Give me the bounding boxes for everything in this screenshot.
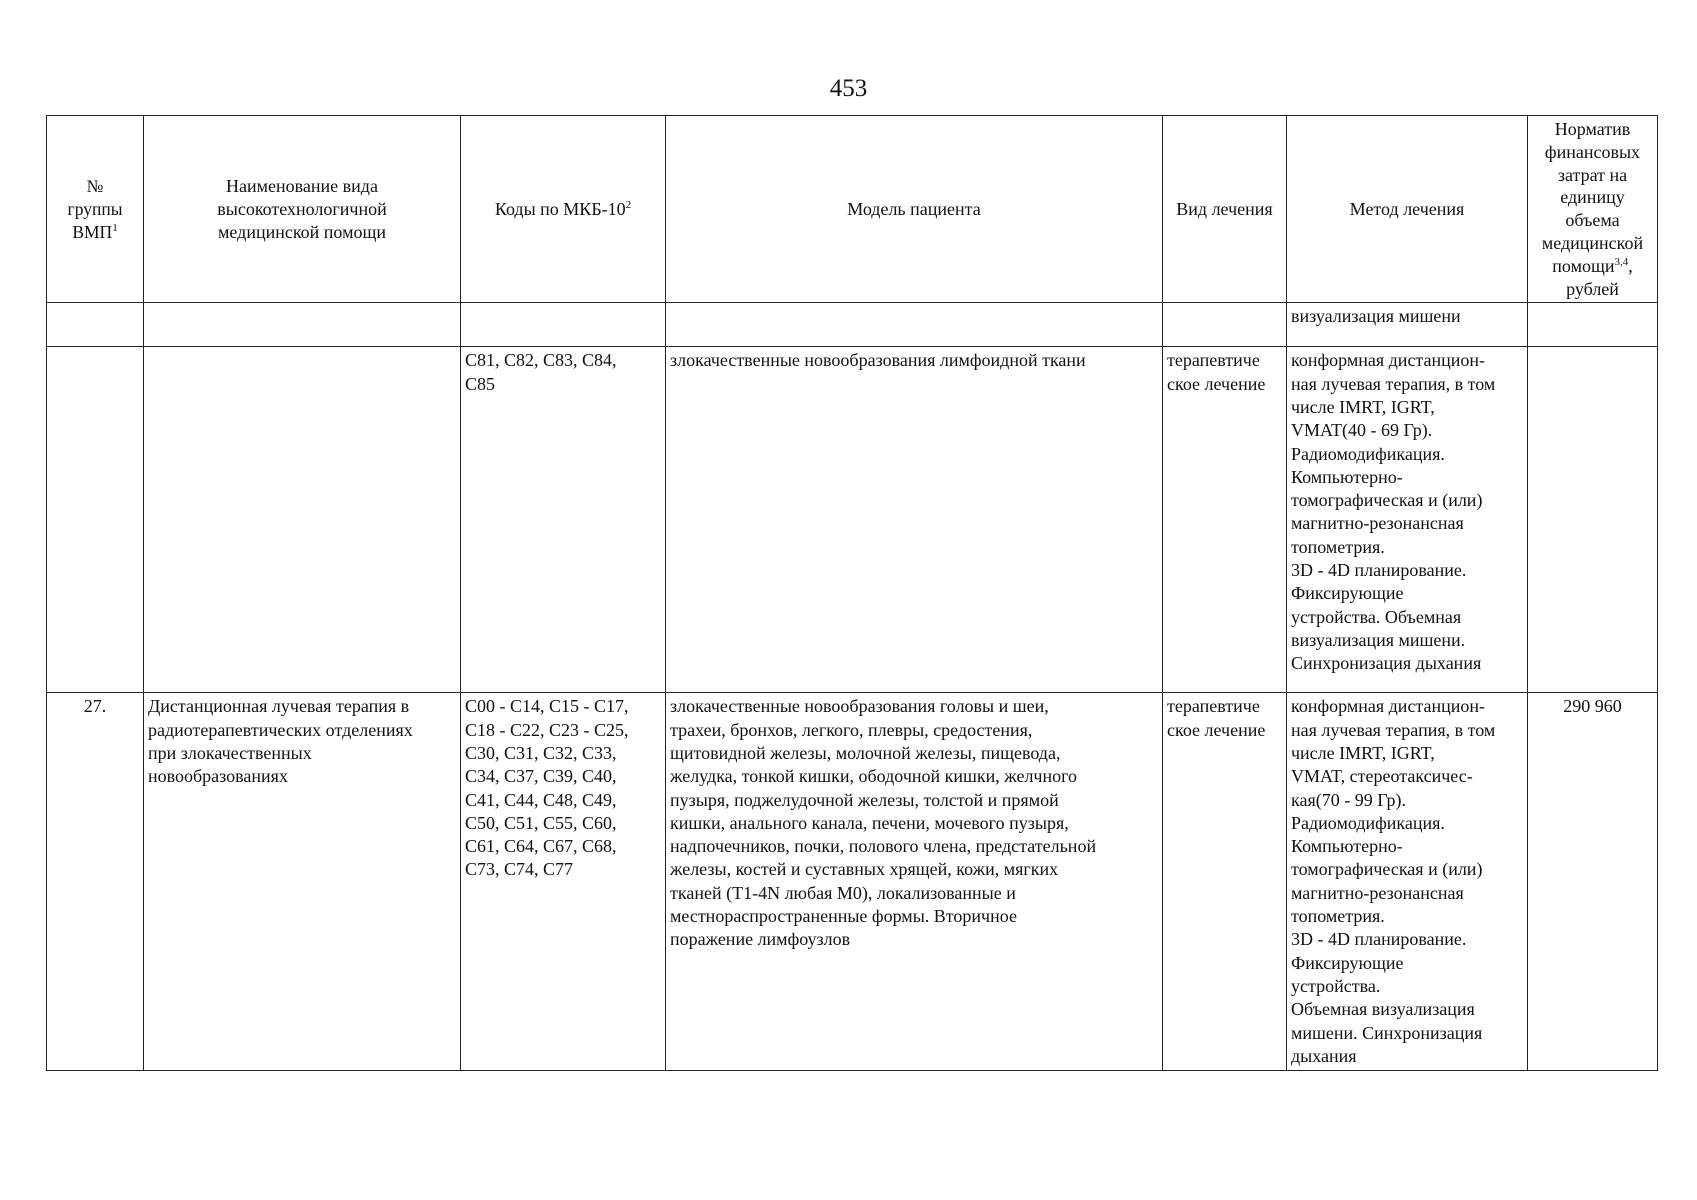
table-body <box>47 303 1658 1071</box>
cell-method-line: мишени. Синхронизация <box>1291 1022 1483 1043</box>
cell-treatment-type <box>1163 693 1287 1071</box>
cell-method-line: визуализация мишени <box>1291 306 1461 327</box>
cell-patient-model-line: тканей (T1-4N любая M0), локализованные и <box>670 882 1016 903</box>
cell-group-number <box>47 347 144 693</box>
header-group-number: № группы ВМП$^1$ <box>47 116 144 303</box>
cell-treatment-type <box>1163 303 1287 347</box>
cell-method-line: Радиомодификация. <box>1291 812 1445 833</box>
cell-icd-codes-line: C34, C37, C39, C40, <box>465 766 617 787</box>
cell-patient-model <box>666 303 1163 347</box>
cell-patient-model-line: злокачественные новообразования лимфоидной ткани <box>670 350 1086 371</box>
cell-icd-codes-line: C18 - C22, C23 - C25, <box>465 719 629 740</box>
cell-method-line: ная лучевая терапия, в том <box>1291 719 1496 740</box>
cell-name-line: при злокачественных <box>148 742 312 763</box>
cell-patient-model <box>666 347 1163 693</box>
cell-icd-codes <box>461 347 666 693</box>
cell-group-number: 27. <box>47 693 144 1071</box>
cell-icd-codes-line: C61, C64, C67, C68, <box>465 836 617 857</box>
cell-method-line: числе IMRT, IGRT, <box>1291 742 1435 763</box>
cell-method <box>1287 303 1528 347</box>
cell-patient-model-line: надпочечников, почки, полового члена, предстательной <box>670 836 1097 857</box>
cell-patient-model-line: железы, костей и суставных хрящей, кожи, мягких <box>670 859 1059 880</box>
header-row <box>47 116 1658 303</box>
cell-patient-model-line: пузыря, поджелудочной железы, толстой и прямой <box>670 789 1059 810</box>
cell-method-line: Радиомодификация. <box>1291 443 1445 464</box>
header-icd-codes: Коды по МКБ-$10^2$ <box>461 116 666 303</box>
cell-patient-model-line: желудка, тонкой кишки, ободочной кишки, желчного <box>670 766 1078 787</box>
cell-icd-codes <box>461 303 666 347</box>
header-patient-model: Модель пациента <box>666 116 1163 303</box>
cell-patient-model-line: кишки, анального канала, печени, мочевого пузыря, <box>670 812 1069 833</box>
cell-icd-codes-line: C00 - C14, C15 - C17, <box>465 696 629 717</box>
cell-name-line: радиотерапевтических отделениях <box>148 719 413 740</box>
table-row <box>47 303 1658 347</box>
cell-patient-model-line: щитовидной железы, молочной железы, пищевода, <box>670 742 1061 763</box>
cell-patient-model-line: поражение лимфоузлов <box>670 929 851 950</box>
cell-method-line: VMAT, стереотаксичес- <box>1291 766 1473 787</box>
cell-patient-model <box>666 693 1163 1071</box>
cell-method-line: Объемная визуализация <box>1291 999 1475 1020</box>
cell-treatment-type-line: терапевтиче <box>1167 350 1260 371</box>
cell-patient-model-line: злокачественные новообразования головы и шеи, <box>670 696 1049 717</box>
cell-method-line: визуализация мишени. <box>1291 629 1466 650</box>
cell-name <box>144 693 461 1071</box>
cell-method-line: 3D - 4D планирование. <box>1291 929 1467 950</box>
header-name: Наименование вида высокотехнологичной медицинской помощи <box>144 116 461 303</box>
cell-method-line: Компьютерно- <box>1291 466 1403 487</box>
cell-icd-codes-line: C50, C51, C55, C60, <box>465 812 617 833</box>
cell-method-line: томографическая и (или) <box>1291 859 1483 880</box>
cell-icd-codes-line: C73, C74, C77 <box>465 859 574 880</box>
cell-method-line: конформная дистанцион- <box>1291 696 1486 717</box>
cell-patient-model-line: трахеи, бронхов, легкого, плевры, средостения, <box>670 719 1033 740</box>
cell-method-line: томографическая и (или) <box>1291 490 1483 511</box>
cell-icd-codes-line: C30, C31, C32, C33, <box>465 742 617 763</box>
cell-method-line: конформная дистанцион- <box>1291 350 1486 371</box>
cell-name-line: новообразованиях <box>148 766 288 787</box>
cell-icd-codes-line: C81, C82, C83, C84, <box>465 350 617 371</box>
cell-method-line: 3D - 4D планирование. <box>1291 560 1467 581</box>
page-number: 453 <box>829 75 868 102</box>
cell-icd-codes-line: C85 <box>465 373 496 394</box>
cell-method <box>1287 347 1528 693</box>
vmp-table <box>46 115 1658 1071</box>
cell-method-line: устройства. <box>1291 975 1381 996</box>
cell-method-line: магнитно-резонансная <box>1291 882 1464 903</box>
cell-method <box>1287 693 1528 1071</box>
cell-name <box>144 347 461 693</box>
cell-group-number <box>47 303 144 347</box>
cell-method-line: Фиксирующие <box>1291 952 1404 973</box>
cell-icd-codes-line: C41, C44, C48, C49, <box>465 789 617 810</box>
cell-norm <box>1528 347 1658 693</box>
cell-method-line: топометрия. <box>1291 906 1385 927</box>
cell-method-line: ная лучевая терапия, в том <box>1291 373 1496 394</box>
table-row <box>47 693 1658 1071</box>
cell-method-line: топометрия. <box>1291 536 1385 557</box>
cell-method-line: кая(70 - 99 Гр). <box>1291 789 1406 810</box>
cell-treatment-type <box>1163 347 1287 693</box>
cell-name <box>144 303 461 347</box>
header-treatment-type: Вид лечения <box>1163 116 1287 303</box>
cell-treatment-type-line: ское лечение <box>1167 373 1266 394</box>
cell-norm <box>1528 303 1658 347</box>
cell-patient-model-line: местнораспространенные формы. Вторичное <box>670 906 1017 927</box>
cell-method-line: числе IMRT, IGRT, <box>1291 396 1435 417</box>
cell-treatment-type-line: терапевтиче <box>1167 696 1260 717</box>
cell-method-line: Синхронизация дыхания <box>1291 653 1482 674</box>
cell-norm: 290 960 <box>1528 693 1658 1071</box>
cell-method-line: магнитно-резонансная <box>1291 513 1464 534</box>
table-row <box>47 347 1658 693</box>
cell-treatment-type-line: ское лечение <box>1167 719 1266 740</box>
cell-method-line: дыхания <box>1291 1045 1357 1066</box>
cell-method-line: Компьютерно- <box>1291 836 1403 857</box>
cell-name-line: Дистанционная лучевая терапия в <box>148 696 410 717</box>
cell-method-line: устройства. Объемная <box>1291 606 1462 627</box>
cell-method-line: VMAT(40 - 69 Гр). <box>1291 420 1433 441</box>
header-norm: Норматив финансовых затрат на единицу объема медицинской помощи$^{3,4}$, рублей <box>1528 116 1658 303</box>
cell-method-line: Фиксирующие <box>1291 583 1404 604</box>
header-method: Метод лечения <box>1287 116 1528 303</box>
cell-icd-codes <box>461 693 666 1071</box>
